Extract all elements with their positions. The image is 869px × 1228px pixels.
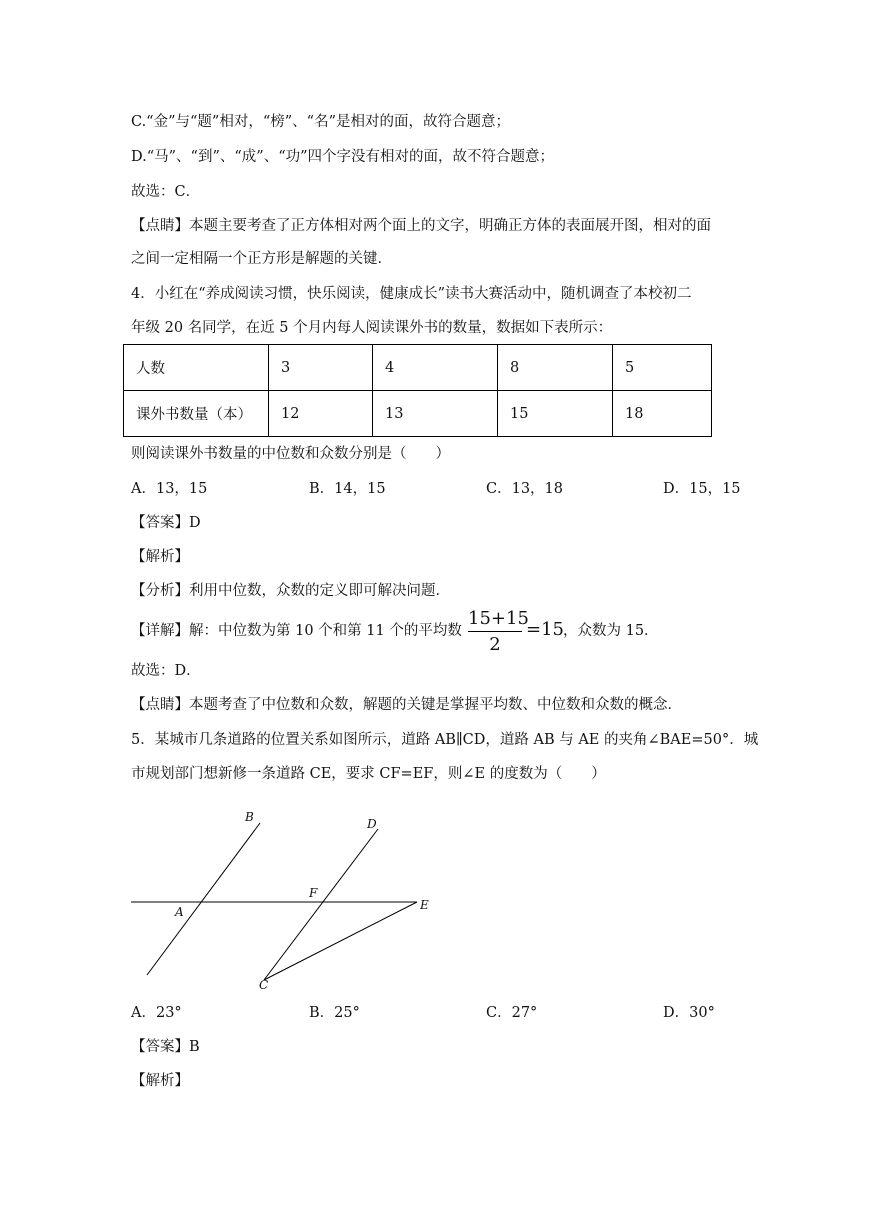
analysis-heading: 【解析】 bbox=[131, 1073, 189, 1089]
text-line: D.“马”、“到”、“成”、“功”四个字没有相对的面，故不符合题意； bbox=[131, 149, 555, 165]
label-e: E bbox=[420, 898, 429, 912]
fraction bbox=[468, 608, 529, 656]
label-c: C bbox=[259, 978, 269, 992]
answer-line: 【答案】B bbox=[131, 1039, 200, 1055]
table-cell: 8 bbox=[498, 345, 613, 391]
answer-line: 【答案】D bbox=[131, 515, 201, 531]
label-d: D bbox=[367, 817, 377, 831]
table-cell: 3 bbox=[269, 345, 373, 391]
table-cell: 13 bbox=[373, 391, 498, 437]
text-line: 之间一定相隔一个正方形是解题的关键． bbox=[131, 251, 392, 267]
q5-option-b: B．25° bbox=[309, 1005, 360, 1021]
text-line: 故选：C． bbox=[131, 184, 201, 200]
analysis-line: 【分析】利用中位数，众数的定义即可解决问题． bbox=[131, 583, 450, 599]
q4-option-a: A．13，15 bbox=[131, 481, 208, 497]
question-4-text: 年级 20 名同学，在近 5 个月内每人阅读课外书的数量，数据如下表所示： bbox=[131, 320, 613, 336]
text-line: 【点睛】本题考查了中位数和众数，解题的关键是掌握平均数、中位数和众数的概念． bbox=[131, 697, 682, 713]
fraction-result: =15 bbox=[526, 619, 564, 640]
q5-option-a: A．23° bbox=[131, 1005, 182, 1021]
q5-option-d: D．30° bbox=[663, 1005, 715, 1021]
line-cd bbox=[264, 829, 378, 980]
q4-option-c: C．13，18 bbox=[486, 481, 563, 497]
fraction-bar bbox=[468, 631, 522, 632]
road-figure bbox=[120, 808, 440, 993]
table-cell: 4 bbox=[373, 345, 498, 391]
table-cell: 人数 bbox=[124, 345, 269, 391]
table-cell: 18 bbox=[613, 391, 712, 437]
label-b: B bbox=[245, 810, 254, 824]
line-ce bbox=[264, 902, 417, 980]
table-row bbox=[124, 345, 712, 391]
detail-line: 【详解】解：中位数为第 10 个和第 11 个的平均数 bbox=[131, 623, 462, 639]
fraction-denominator: 2 bbox=[489, 634, 501, 655]
question-4-text: 4．小红在“养成阅读习惯，快乐阅读，健康成长”读书大赛活动中，随机调查了本校初二 bbox=[131, 286, 692, 302]
text-line: 【点睛】本题主要考查了正方体相对两个面上的文字，明确正方体的表面展开图，相对的面 bbox=[131, 218, 711, 234]
line-ab bbox=[147, 823, 260, 975]
question-5-text: 5．某城市几条道路的位置关系如图所示，道路 AB∥CD，道路 AB 与 AE 的夹角∠BAE=50°．城 bbox=[131, 732, 759, 748]
q4-option-b: B．14，15 bbox=[309, 481, 386, 497]
table-cell: 5 bbox=[613, 345, 712, 391]
q5-option-c: C．27° bbox=[486, 1005, 538, 1021]
question-4-prompt: 则阅读课外书数量的中位数和众数分别是（ ） bbox=[131, 446, 450, 462]
q4-option-d: D．15，15 bbox=[663, 481, 741, 497]
fraction-numerator: 15+15 bbox=[468, 608, 529, 629]
table-cell: 15 bbox=[498, 391, 613, 437]
label-a: A bbox=[175, 905, 184, 919]
table-cell: 课外书数量（本） bbox=[124, 391, 269, 437]
text-line: C.“金”与“题”相对，“榜”、“名”是相对的面，故符合题意； bbox=[131, 114, 510, 130]
question-5-text: 市规划部门想新修一条道路 CE，要求 CF=EF，则∠E 的度数为（ ） bbox=[131, 766, 606, 782]
analysis-heading: 【解析】 bbox=[131, 549, 189, 565]
data-table bbox=[123, 344, 712, 437]
table-row bbox=[124, 391, 712, 437]
text-line: 故选：D． bbox=[131, 663, 201, 679]
detail-line-end: ，众数为 15． bbox=[563, 623, 659, 639]
label-f: F bbox=[309, 886, 318, 900]
table-cell: 12 bbox=[269, 391, 373, 437]
